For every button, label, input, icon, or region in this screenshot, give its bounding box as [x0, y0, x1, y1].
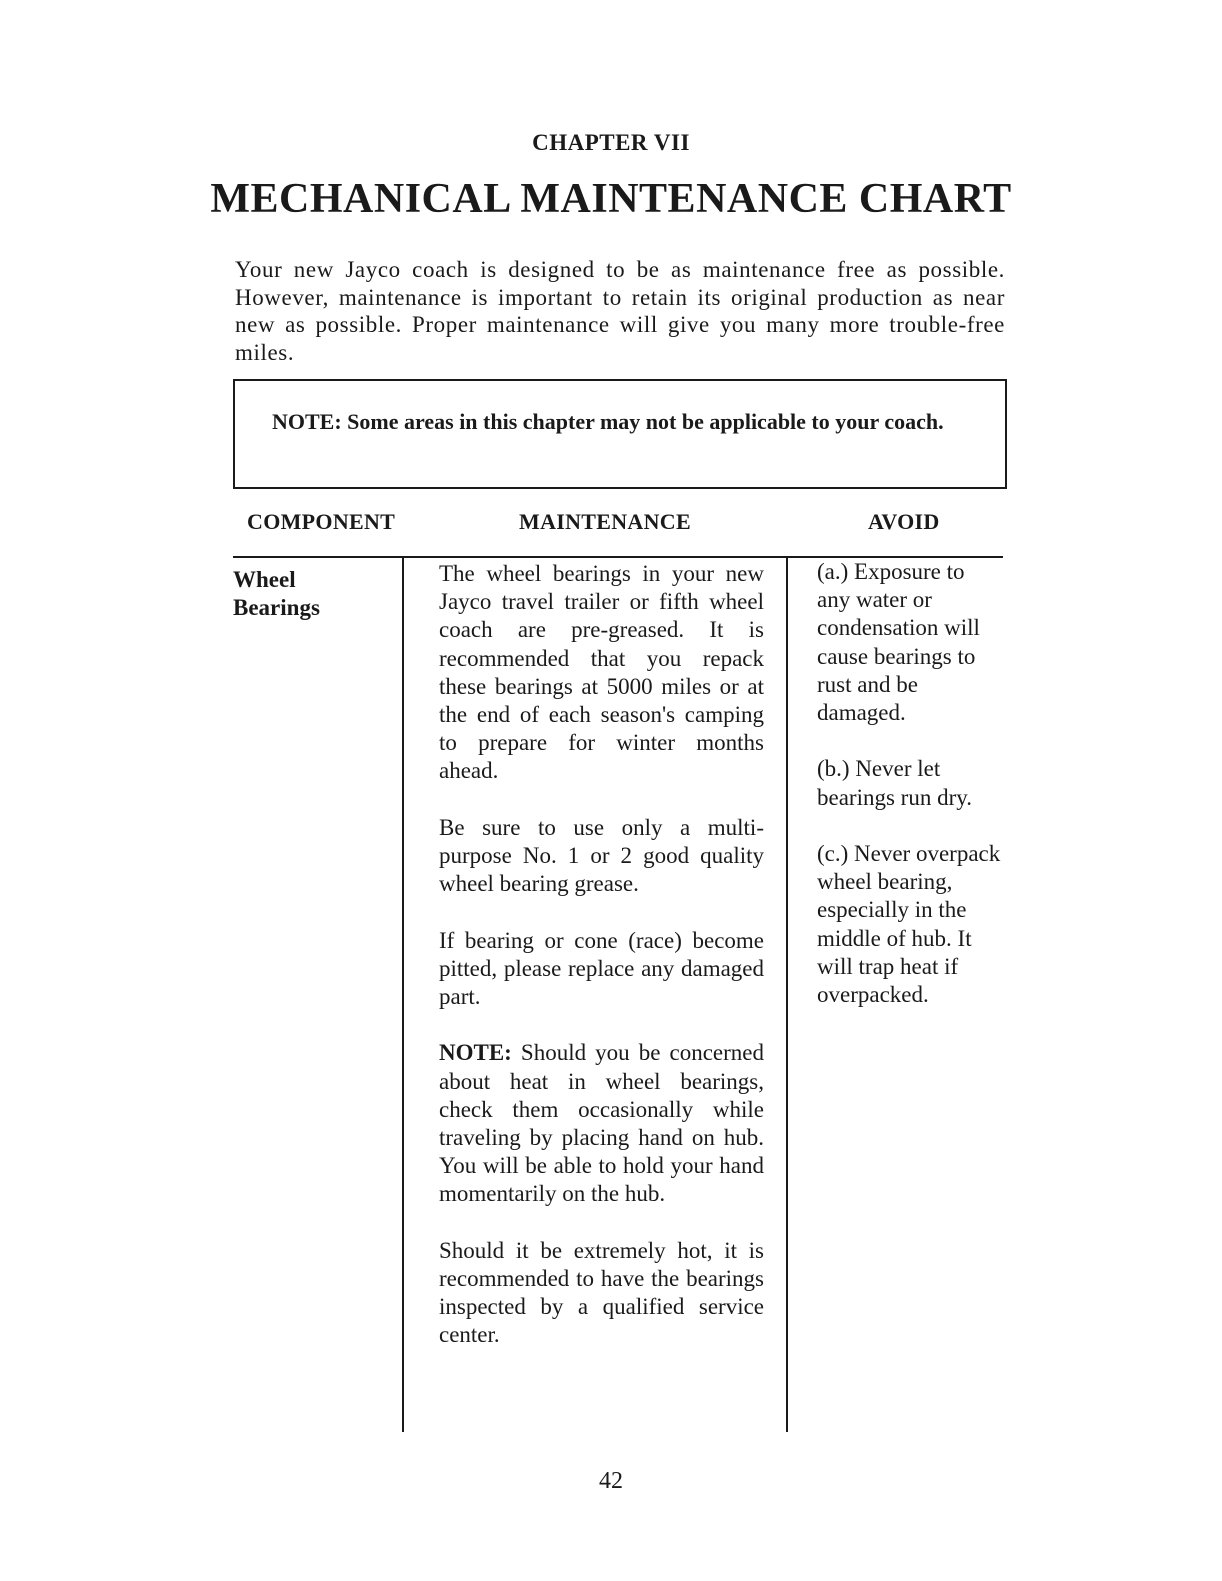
avoid-item: (b.) Never let bearings run dry.	[817, 756, 972, 810]
column-header-avoid: AVOID	[868, 509, 940, 534]
note-box	[233, 379, 1007, 489]
component-name-line2: Bearings	[233, 595, 320, 620]
column-header-component: COMPONENT	[247, 509, 396, 534]
avoid-item: (c.) Never overpack wheel bearing, especially in the middle of hub. It will trap heat if overpacked.	[817, 841, 1001, 1008]
column-header-maintenance: MAINTENANCE	[519, 509, 691, 534]
intro-paragraph: Your new Jayco coach is designed to be as maintenance free as possible. However, maintenance is important to retain its original production as near new as possible. Proper maintenance will give you many more trouble-free miles.	[235, 257, 1005, 365]
avoid-item: (a.) Exposure to any water or condensation will cause bearings to rust and be damaged.	[817, 559, 980, 726]
maintenance-note-label: NOTE:	[439, 1040, 512, 1066]
maintenance-paragraph: Be sure to use only a multi-purpose No. 1 or 2 good quality wheel bearing grease.	[439, 814, 764, 897]
page-title: MECHANICAL MAINTENANCE CHART	[210, 176, 1012, 222]
page-number: 42	[599, 1468, 623, 1494]
column-divider-left	[402, 558, 404, 1432]
maintenance-note-text: Should you be concerned about heat in wheel bearings, check them occasionally while traveling by placing hand on hub. You will be able to hold your hand momentarily on the hub.	[439, 1040, 765, 1207]
avoid-cell	[817, 558, 1002, 1037]
maintenance-paragraph: Should it be extremely hot, it is recommended to have the bearings inspected by a qualified service center.	[439, 1237, 764, 1348]
component-cell	[233, 566, 373, 622]
chapter-label: CHAPTER VII	[532, 130, 690, 155]
component-name-line1: Wheel	[233, 567, 296, 592]
maintenance-paragraph: The wheel bearings in your new Jayco travel trailer or fifth wheel coach are pre-greased. It is recommended that you repack these bearings at 5000 miles or at the end of each season's camping to prepare for winter months ahead.	[439, 561, 764, 784]
column-divider-right	[786, 558, 788, 1432]
maintenance-note	[439, 1039, 764, 1208]
note-text: NOTE: Some areas in this chapter may not be applicable to your coach.	[272, 409, 944, 434]
maintenance-cell	[439, 560, 764, 1378]
maintenance-paragraph: If bearing or cone (race) become pitted, please replace any damaged part.	[439, 927, 764, 1010]
